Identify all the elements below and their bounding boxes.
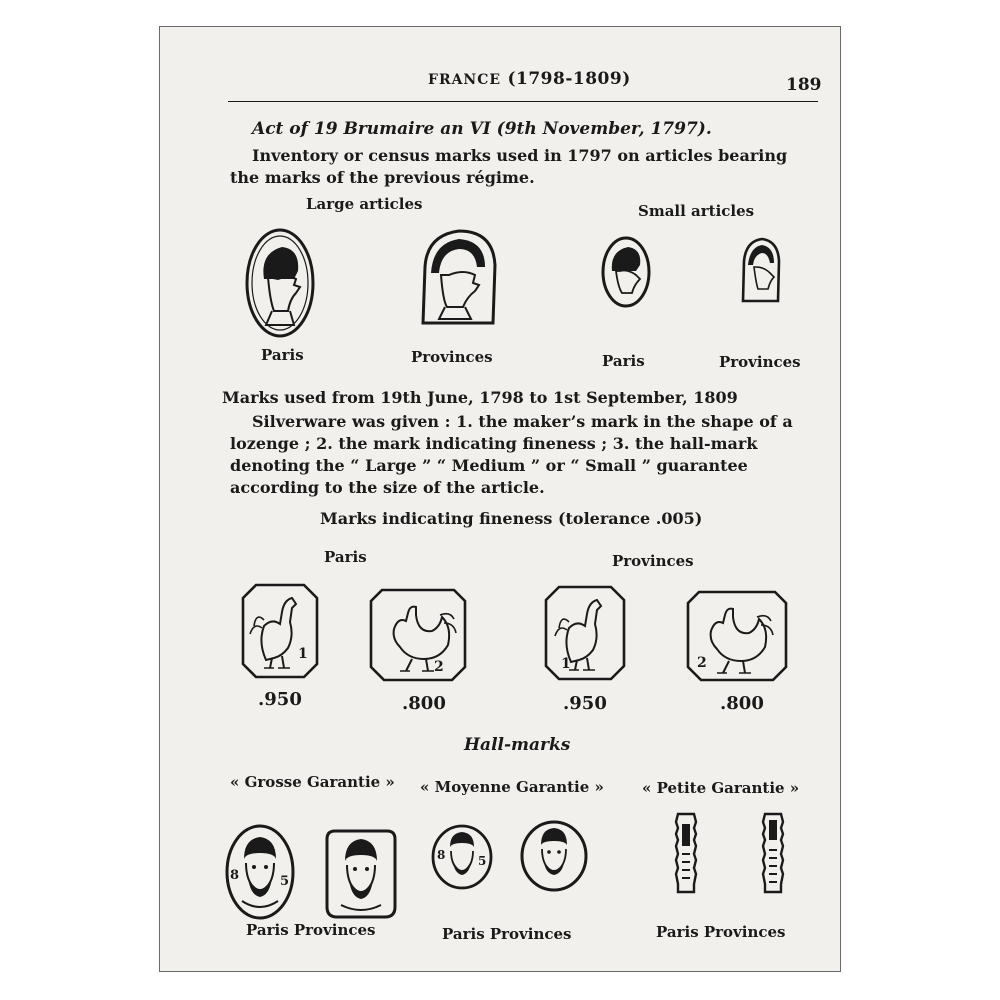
book-page (159, 26, 841, 972)
hallmark-petite-provinces (759, 810, 787, 896)
hallmark-label-grosse: « Grosse Garantie » (230, 773, 395, 791)
hallmarks-heading: Hall-marks (464, 735, 571, 755)
hallmark-grosse-paris (224, 823, 296, 921)
fineness-value-provinces-950: .950 (563, 693, 607, 714)
hallmark-grosse-provinces (323, 827, 399, 921)
fineness-mark-number: 1 (298, 646, 308, 662)
inventory-paragraph: Inventory or census marks used in 1797 on articles bearing the marks of the previous régime. (230, 146, 788, 187)
inventory-mark-large-paris (244, 227, 316, 339)
header-rule (228, 101, 818, 102)
fineness-provinces-label: Provinces (612, 552, 694, 570)
hallmark-petite-paris (672, 810, 700, 896)
hallmark-number: 8 (230, 868, 240, 883)
hallmark-number: 5 (280, 874, 290, 889)
inventory-caption-small-paris: Paris (602, 352, 645, 370)
hallmark-number: 5 (478, 854, 487, 868)
hallmark-number: 8 (437, 848, 446, 862)
inventory-mark-small-provinces (738, 235, 784, 305)
running-head (428, 69, 631, 89)
hallmark-label-petite: « Petite Garantie » (642, 779, 800, 797)
fineness-mark-provinces-950 (543, 584, 627, 682)
fineness-value-provinces-800: .800 (720, 693, 764, 714)
inventory-caption-large-provinces: Provinces (411, 348, 493, 366)
hallmark-caption-moyenne: Paris Provinces (442, 925, 572, 943)
inventory-mark-large-provinces (415, 227, 501, 327)
small-articles-label: Small articles (638, 202, 755, 220)
inventory-mark-small-paris (600, 235, 652, 309)
marks-heading: Marks used from 19th June, 1798 to 1st September, 1809 (222, 388, 738, 407)
fineness-heading: Marks indicating fineness (tolerance .005) (320, 509, 703, 528)
fineness-mark-paris-950 (240, 582, 320, 680)
inventory-caption-large-paris: Paris (261, 346, 304, 364)
fineness-mark-number: 2 (434, 659, 444, 675)
running-head-years: (1798-1809) (507, 69, 631, 89)
fineness-mark-provinces-800 (685, 589, 789, 683)
page-number: 189 (786, 75, 822, 95)
fineness-value-paris-950: .950 (258, 689, 302, 710)
fineness-value-paris-800: .800 (402, 693, 446, 714)
hallmark-label-moyenne: « Moyenne Garantie » (420, 778, 604, 796)
fineness-mark-number: 2 (697, 655, 707, 671)
running-head-country: FRANCE (428, 72, 502, 88)
hallmark-moyenne-provinces (519, 819, 589, 893)
hallmark-caption-petite: Paris Provinces (656, 923, 786, 941)
fineness-mark-paris-800 (368, 587, 468, 683)
hallmark-caption-grosse: Paris Provinces (246, 921, 376, 939)
large-articles-label: Large articles (306, 195, 423, 213)
fineness-paris-label: Paris (324, 548, 367, 566)
hallmark-moyenne-paris (430, 823, 494, 891)
silverware-paragraph: Silverware was given : 1. the maker’s mark in the shape of a lozenge ; 2. the mark indicating fineness ; 3. the hall-mark denoting the “ Large ” “ Medium ” or “ Small ” guarantee according to the size of the article. (230, 412, 793, 497)
act-heading: Act of 19 Brumaire an VI (9th November, 1797). (252, 119, 712, 139)
fineness-mark-number: 1 (561, 656, 571, 672)
inventory-caption-small-provinces: Provinces (719, 353, 801, 371)
